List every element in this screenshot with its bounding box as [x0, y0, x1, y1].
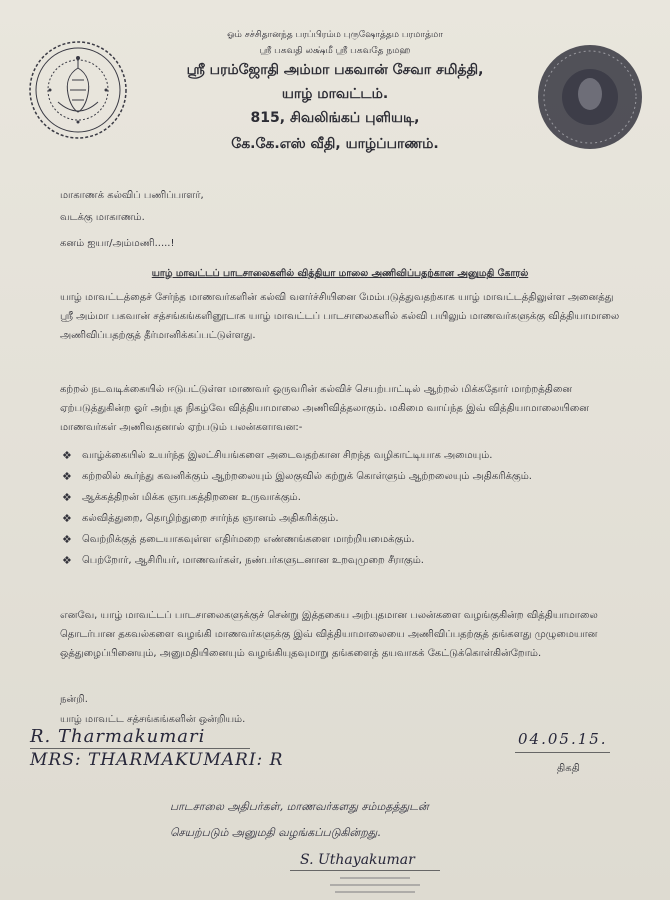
diamond-bullet-icon: ❖: [62, 491, 72, 504]
list-item: ❖ வாழ்க்கையில் உயர்ந்த இலட்சியங்களை அடைவதற்கான சிறந்த வழிகாட்டியாக அமையும்.: [60, 446, 620, 465]
list-item: ❖ கல்வித்துறை, தொழிற்துறை சார்ந்த ஞானம் அதிகரிக்கும்.: [60, 509, 620, 528]
handwritten-name: MRS: THARMAKUMARI: R: [30, 750, 284, 770]
handwritten-signature: R. Tharmakumari: [30, 726, 206, 747]
benefits-list: [60, 446, 620, 572]
diamond-bullet-icon: ❖: [62, 512, 72, 525]
header-organization-name: ஸ்ரீ பரம்ஜோதி அம்மா பகவான் சேவா சமித்தி,: [186, 62, 484, 78]
body-paragraph-3: எனவே, யாழ் மாவட்டப் பாடசாலைகளுக்குச் சென்று இத்தகைய அற்புதமான பலன்களை வழங்குகின்ற வித்தியாமாலை தொடர்பான தகவல்களை வழங்கி மாணவர்களுக்கு இவ் வித்தியாமாலையை அணிவிப்பதற்குத் தங்களது முழுமையான ஒத்துழைப்பினையும், அனுமதியினையும் வழங்கியுதவுமாறு தங்களைத் தயவாகக் கேட்டுக்கொள்கின்றோம்.: [60, 610, 598, 659]
list-item: ❖ ஆக்கத்திறன் மிக்க ஞாபகத்திறனை உருவாக்கும்.: [60, 488, 620, 507]
date-line: [515, 752, 610, 753]
letter-subject: யாழ் மாவட்டப் பாடசாலைகளில் வித்தியா மாலை அணிவிப்பதற்கான அனுமதி கோரல்: [151, 268, 529, 279]
header-address-line2: கே.கே.எஸ் வீதி, யாழ்ப்பாணம்.: [231, 136, 439, 152]
header-address-line1: 815, சிவலிங்கப் புளியடி,: [250, 110, 420, 126]
recipient-title: மாகாணக் கல்விப் பணிப்பாளர்,: [60, 190, 204, 201]
faded-stamp-seal: [535, 42, 645, 152]
list-item: ❖ வெற்றிக்குத் தடையாகவுள்ள எதிர்மறை எண்ணங்களை மாற்றியமைக்கும்.: [60, 530, 620, 549]
approver-signature: S. Uthayakumar: [300, 852, 415, 868]
diamond-bullet-icon: ❖: [62, 554, 72, 567]
body-paragraph-1: யாழ் மாவட்டத்தைச் சேர்ந்த மாணவர்களின் கல்வி வளர்ச்சியினை மேம்படுத்துவதற்காக யாழ் மாவட்டத்திலுள்ள அனைத்து ஸ்ரீ அம்மா பகவான் சத்சங்கங்களினூடாக யாழ் மாவட்டப் பாடசாலைகளில் கல்வி பயிலும் மாணவர்களுக்கு வித்தியாமாலை அணிவிப்பதற்குத் தீர்மானிக்கப்பட்டுள்ளது.: [60, 292, 620, 341]
salutation: கனம் ஐயா/அம்மணி.....!: [60, 238, 175, 249]
diamond-bullet-icon: ❖: [62, 533, 72, 546]
diamond-bullet-icon: ❖: [62, 470, 72, 483]
list-item: ❖ கற்றலில் கூர்ந்து கவனிக்கும் ஆற்றலையும் இலகுவில் கற்றுக் கொள்ளும் ஆற்றலையும் அதிகரிக்கும்.: [60, 467, 620, 486]
header-mantra-line: ஸ்ரீ பகவதி லக்ஷ்மீ ஸ்ரீ பகவதே நமஹ: [259, 46, 411, 56]
closing-thanks: நன்றி.: [60, 694, 88, 705]
header-district: யாழ் மாவட்டம்.: [281, 86, 389, 102]
recipient-province: வடக்கு மாகாணம்.: [60, 212, 145, 223]
header-invocation-line: ஓம் சச்சிதானந்த பரப்பிரம்ம புருஷோத்தம பரமாத்மா: [227, 30, 443, 40]
body-paragraph-2: கற்றல் நடவடிக்கையில் ஈடுபட்டுள்ள மாணவர் ஒருவரின் கல்விச் செயற்பாட்டில் ஆற்றல் மிக்கதோர் மாற்றத்தினை ஏற்படுத்துகின்ற ஓர் அற்புத நிகழ்வே வித்தியாமாலை அணிவித்தலாகும். மகிமை வாய்ந்த இவ் வித்தியாமாலையினை மாணவர்கள் அணிவதனால் ஏற்படும் பலன்களாவன:-: [60, 384, 589, 433]
signature-dotted-line: [30, 748, 250, 749]
official-stamp-text: [310, 872, 440, 898]
handwritten-date: 04.05.15.: [518, 730, 608, 748]
organization-seal-logo: [28, 40, 128, 140]
handwritten-note-line1: பாடசாலை அதிபர்கள், மாணவர்களது சம்மதத்துடன்: [170, 800, 429, 813]
date-label: திகதி: [557, 763, 580, 774]
approver-signature-line: [290, 870, 440, 871]
handwritten-note-line2: செயற்படும் அனுமதி வழங்கப்படுகின்றது.: [170, 826, 381, 839]
diamond-bullet-icon: ❖: [62, 449, 72, 462]
closing-sender: யாழ் மாவட்ட சத்சங்கங்களின் ஒன்றியம்.: [60, 714, 246, 725]
list-item: ❖ பெற்றோர், ஆசிரியர், மாணவர்கள், நண்பர்களுடனான உறவுமுறை சீராகும்.: [60, 551, 620, 570]
